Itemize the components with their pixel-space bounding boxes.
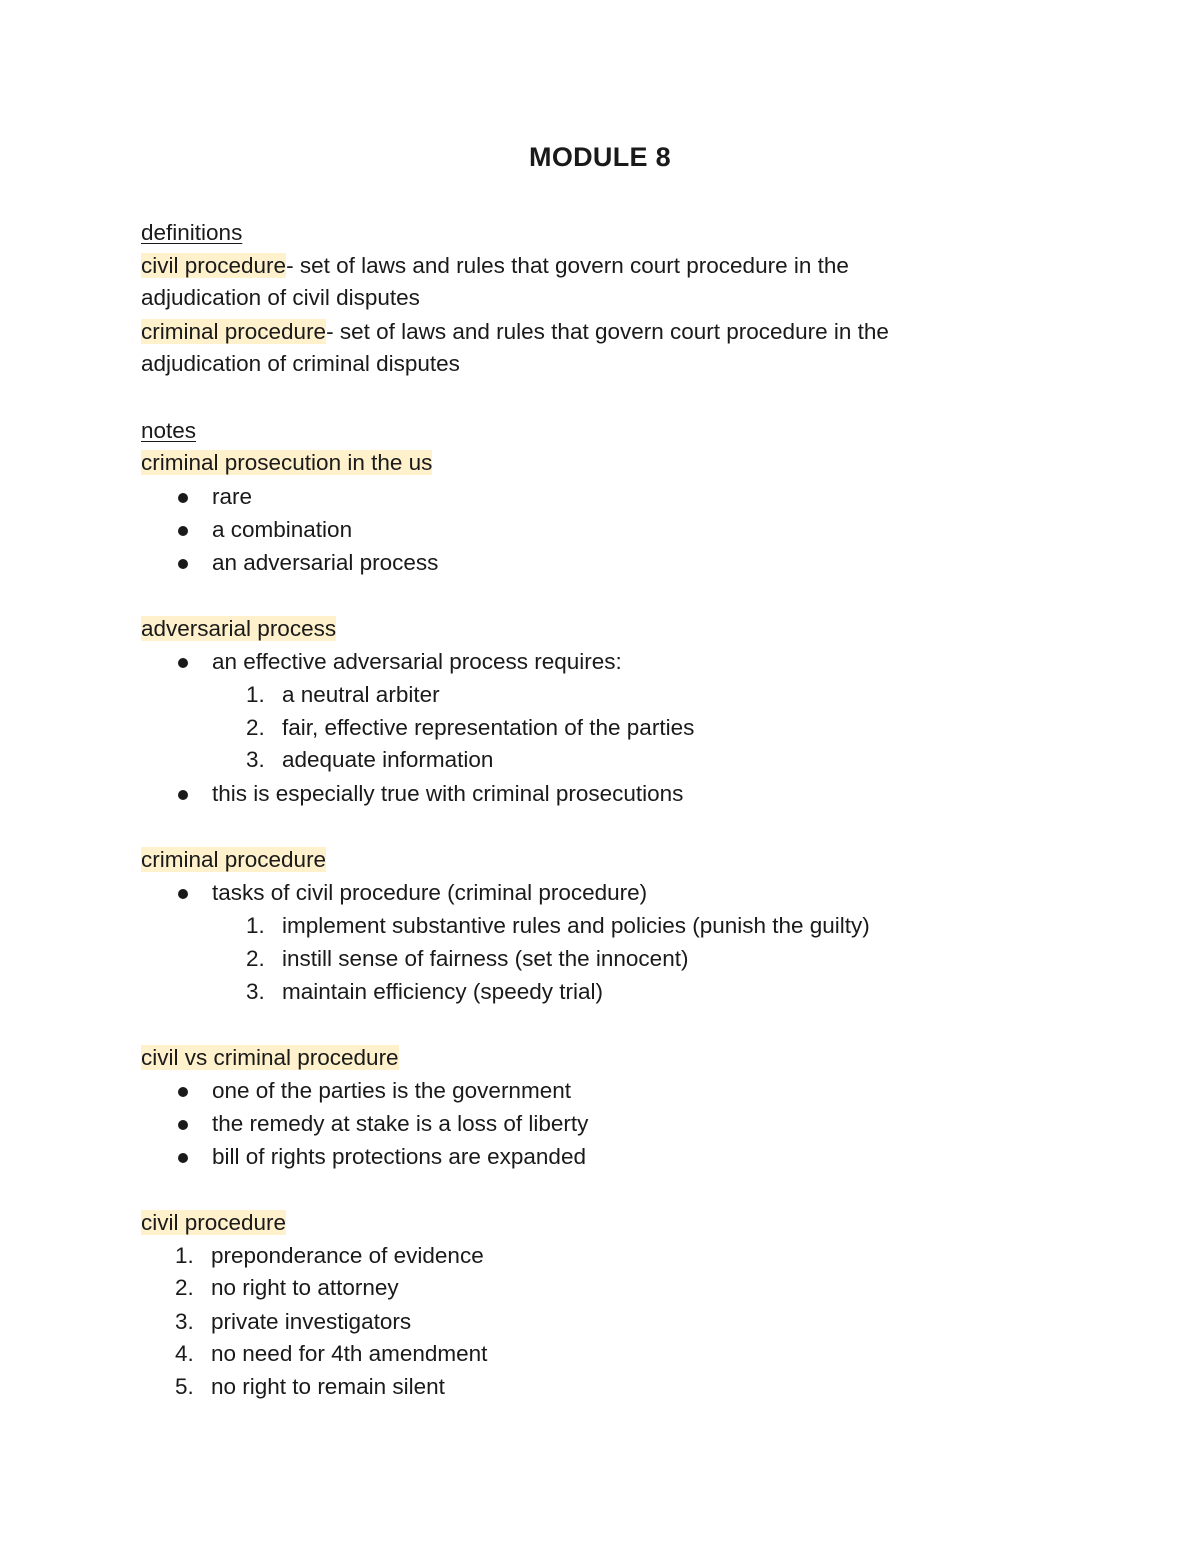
- section-civil-procedure-heading: civil procedure: [141, 1210, 287, 1235]
- section-criminal-prosecution-heading: criminal prosecution in the us: [141, 450, 433, 475]
- list-item: an adversarial process: [212, 550, 439, 575]
- bullet-icon: [178, 889, 188, 899]
- bullet-icon: [178, 1153, 188, 1163]
- criminal-procedure-term: criminal procedure: [141, 319, 327, 344]
- civil-procedure-def-line2: adjudication of civil disputes: [141, 285, 420, 310]
- criminal-procedure-def-text: - set of laws and rules that govern court procedure in the: [326, 319, 889, 344]
- section-civil-vs-criminal-heading: civil vs criminal procedure: [141, 1045, 399, 1070]
- list-item: rare: [212, 484, 253, 509]
- list-item: one of the parties is the government: [212, 1078, 571, 1103]
- list-item: this is especially true with criminal prosecutions: [212, 781, 684, 806]
- numbered-item: 3. private investigators: [175, 1309, 412, 1334]
- civil-procedure-term: civil procedure: [141, 253, 287, 278]
- bullet-icon: [178, 493, 188, 503]
- numbered-item: 1. implement substantive rules and policies (punish the guilty): [246, 913, 870, 938]
- list-item: the remedy at stake is a loss of liberty: [212, 1111, 589, 1136]
- bullet-icon: [178, 790, 188, 800]
- criminal-procedure-def-line2: adjudication of criminal disputes: [141, 351, 460, 376]
- numbered-item: 2. no right to attorney: [175, 1275, 399, 1300]
- notes-heading: notes: [141, 418, 197, 443]
- civil-procedure-def-text: - set of laws and rules that govern court procedure in the: [286, 253, 849, 278]
- bullet-icon: [178, 526, 188, 536]
- list-item: a combination: [212, 517, 353, 542]
- definitions-heading: definitions: [141, 220, 243, 245]
- list-item: an effective adversarial process requires:: [212, 649, 622, 674]
- list-item: tasks of civil procedure (criminal procedure): [212, 880, 648, 905]
- numbered-item: 1. a neutral arbiter: [246, 682, 440, 707]
- civil-procedure-definition: [141, 251, 849, 281]
- section-adversarial-process-heading: adversarial process: [141, 616, 337, 641]
- criminal-procedure-definition: [141, 317, 889, 347]
- numbered-item: 1. preponderance of evidence: [175, 1243, 484, 1268]
- list-item: bill of rights protections are expanded: [212, 1144, 586, 1169]
- bullet-icon: [178, 1087, 188, 1097]
- bullet-icon: [178, 658, 188, 668]
- numbered-item: 2. fair, effective representation of the parties: [246, 715, 695, 740]
- page-title: MODULE 8: [529, 142, 671, 172]
- numbered-item: 2. instill sense of fairness (set the innocent): [246, 946, 689, 971]
- numbered-item: 3. adequate information: [246, 747, 494, 772]
- numbered-item: 5. no right to remain silent: [175, 1374, 445, 1399]
- bullet-icon: [178, 559, 188, 569]
- section-criminal-procedure-heading: criminal procedure: [141, 847, 327, 872]
- numbered-item: 4. no need for 4th amendment: [175, 1341, 488, 1366]
- numbered-item: 3. maintain efficiency (speedy trial): [246, 979, 603, 1004]
- bullet-icon: [178, 1120, 188, 1130]
